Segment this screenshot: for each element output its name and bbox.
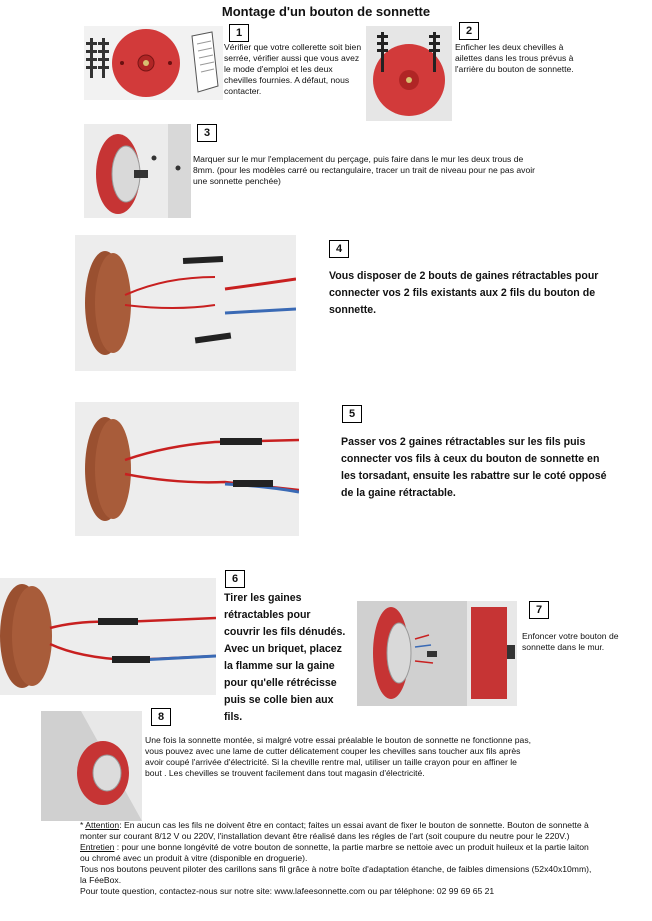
step8-text: Une fois la sonnette montée, si malgré votre essai préalable le bouton de sonnette ne fonctionne pas, vous pouvez avec une lame de cutter délicatement couper les chevilles sans toucher aux fils après avoir coupé l'arrivée d'électricité. Si la cheville rentre mal, utiliser un taille crayon pour en affiner le bout . Les chevilles se trouvent facilement dans tout magasin d'électricité. — [145, 735, 532, 778]
heatshrunk-wires-illustration — [0, 578, 216, 695]
attention-note: * Attention: En aucun cas les fils ne doivent être en contact; faites un essai avant de fixer le bouton de sonnette. Bouton de sonnette à monter sur courant 8/12 V ou 220V, l'installation devant être réalisé dans les régles de l'art (soit coupure du neutre pour le 220V.) — [80, 820, 589, 841]
step1-photo — [84, 26, 223, 100]
twisted-wires-illustration — [75, 402, 299, 536]
mounted-doorbell-illustration — [41, 711, 142, 821]
step8-number: 8 — [151, 708, 171, 726]
step2-text: Enficher les deux chevilles à ailettes dans les trous prévus à l'arrière du bouton de sonnette. — [455, 42, 574, 74]
contact-note: Pour toute question, contactez-nous sur notre site: www.lafeesonnette.com ou par téléphone: 02 99 69 65 21 — [80, 886, 495, 896]
attention-text: : En aucun cas les fils ne doivent être en contact; faites un essai avant de fixer le bouton de sonnette. Bouton de sonnette à monter sur courant 8/12 V ou 220V, l'installation devant être réalisé dans les régles de l'art (soit coupure du neutre pour le 220V.) — [80, 820, 589, 841]
step4-photo — [75, 235, 296, 371]
wires-and-heatshrink-illustration — [75, 235, 296, 371]
step6-number: 6 — [225, 570, 245, 588]
step5-text: Passer vos 2 gaines rétractables sur les fils puis connecter vos fils à ceux du bouton de sonnette en les torsadant, ensuite les rabattre sur le coté opposé de la gaine rétractable. — [341, 436, 607, 499]
entretien-label: Entretien — [80, 842, 115, 852]
footer — [80, 820, 600, 897]
carillon-note: Tous nos boutons peuvent piloter des carillons sans fil grâce à notre boîte d'adaptation étanche, de faibles dimensions (52x40x10mm), la FéeBox. — [80, 864, 592, 885]
step3-photo — [84, 124, 191, 218]
step6-text: Tirer les gaines rétractables pour couvrir les fils dénudés. Avec un briquet, placez la flamme sur la gaine pour qu'elle rétrécisse puis se colle bien aux fils. — [224, 592, 346, 723]
step7-number: 7 — [529, 601, 549, 619]
step2-number: 2 — [459, 22, 479, 40]
doorbell-front-illustration — [84, 26, 223, 100]
step4-number: 4 — [329, 240, 349, 258]
step6-photo — [0, 578, 216, 695]
entretien-text: : pour une bonne longévité de votre bouton de sonnette, la partie marbre se nettoie avec un produit huileux et la partie laiton ou chromé avec un produit à vitre (disponible en droguerie). — [80, 842, 589, 863]
step3-number: 3 — [197, 124, 217, 142]
doorbell-back-illustration — [366, 26, 452, 121]
step8-photo — [41, 711, 142, 821]
step1-text: Vérifier que votre collerette soit bien serrée, vérifier aussi que vous avez le mode d'emploi et les deux chevilles fournies. A défaut, nous contacter. — [224, 42, 362, 96]
step2-photo — [366, 26, 452, 121]
step7-text: Enfoncer votre bouton de sonnette dans le mur. — [522, 631, 619, 652]
step4-text: Vous disposer de 2 bouts de gaines rétractables pour connecter vos 2 fils existants aux 2 fils du bouton de sonnette. — [329, 270, 599, 316]
step5-number: 5 — [342, 405, 362, 423]
page-title: Montage d'un bouton de sonnette — [221, 4, 431, 19]
step7-photo — [357, 601, 517, 706]
step5-photo — [75, 402, 299, 536]
doorbell-into-wall-illustration — [357, 601, 517, 706]
step1-number: 1 — [229, 24, 249, 42]
entretien-note — [80, 842, 600, 864]
attention-label: Attention — [85, 820, 120, 830]
doorbell-side-illustration — [84, 124, 191, 218]
step3-text: Marquer sur le mur l'emplacement du perçage, puis faire dans le mur les deux trous de 8mm. (pour les modèles carré ou rectangulaire, tracer un trait de niveau pour ne pas avoir une sonnette penchée) — [193, 154, 536, 186]
